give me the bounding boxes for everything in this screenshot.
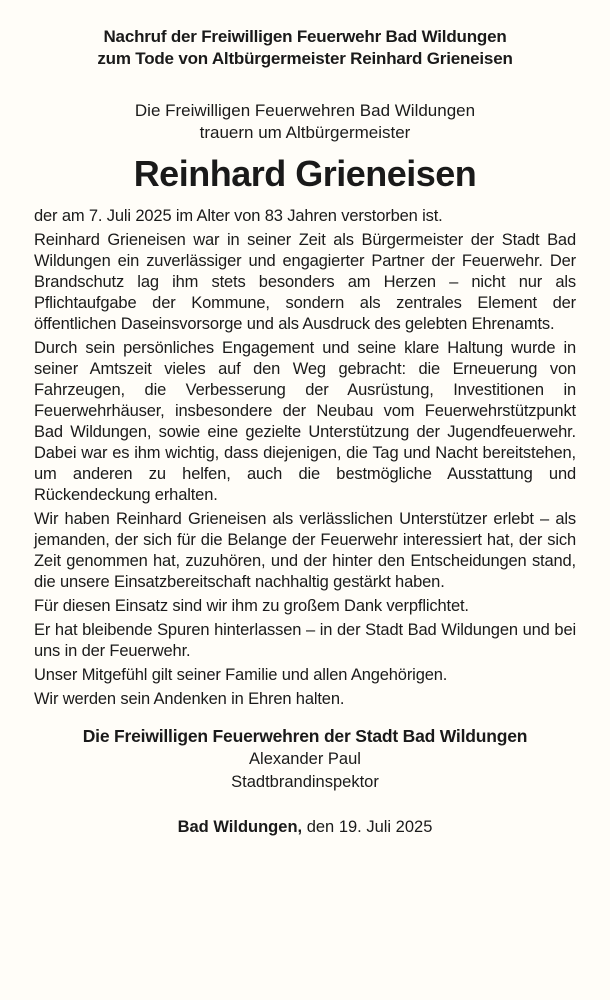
paragraph-7: Unser Mitgefühl gilt seiner Familie und allen Angehörigen.	[34, 666, 448, 684]
paragraph-8: Wir werden sein Andenken in Ehren halten.	[34, 690, 345, 708]
intro-text	[34, 100, 576, 144]
signature-organization: Die Freiwilligen Feuerwehren der Stadt Bad Wildungen	[82, 726, 528, 746]
deceased-name: Reinhard Grieneisen	[133, 153, 477, 194]
heading-line-1: Nachruf der Freiwilligen Feuerwehr Bad Wildungen	[103, 27, 507, 46]
signature-person: Alexander Paul	[249, 750, 361, 768]
obituary-notice	[34, 26, 576, 980]
paragraph-2: Reinhard Grieneisen war in seiner Zeit als Bürgermeister der Stadt Bad Wildungen ein zuverlässiger und engagierter Partner der Feuerwehr. Der Brandschutz lag ihm stets besonders am Herzen – nicht nur als Pflichtaufgabe der Kommune, sondern als zentrales Element der öffentlichen Daseinsvorsorge und als Ausdruck des gelebten Ehrenamts.	[34, 231, 576, 333]
paragraph-3: Durch sein persönliches Engagement und seine klare Haltung wurde in seiner Amtszeit vieles auf den Weg gebracht: die Erneuerung von Fahrzeugen, die Verbesserung der Ausrüstung, Investitionen in Feuerwehrhäuser, insbesondere der Neubau vom Feuerwehrstützpunkt Bad Wildungen, sowie eine gezielte Unterstützung der Jugendfeuerwehr. Dabei war es ihm wichtig, dass diejenigen, die Tag und Nacht bereitstehen, um anderen zu helfen, auch die bestmögliche Ausstattung und Rückendeckung erhalten.	[34, 339, 576, 504]
paragraph-5: Für diesen Einsatz sind wir ihm zu großem Dank verpflichtet.	[34, 597, 469, 615]
paragraph-6: Er hat bleibende Spuren hinterlassen – in der Stadt Bad Wildungen und bei uns in der Feuerwehr.	[34, 621, 576, 660]
signature-role: Stadtbrandinspektor	[231, 773, 379, 791]
intro-line-1: Die Freiwilligen Feuerwehren Bad Wildungen	[134, 101, 476, 120]
notice-heading	[34, 26, 576, 70]
dateline	[34, 816, 576, 838]
heading-line-2: zum Tode von Altbürgermeister Reinhard Grieneisen	[97, 49, 513, 68]
obituary-body	[34, 206, 576, 710]
paragraph-1: der am 7. Juli 2025 im Alter von 83 Jahren verstorben ist.	[34, 207, 443, 225]
dateline-place: Bad Wildungen,	[177, 818, 303, 836]
intro-line-2: trauern um Altbürgermeister	[199, 123, 411, 142]
signature-block	[34, 724, 576, 794]
dateline-date: den 19. Juli 2025	[306, 818, 433, 836]
paragraph-4: Wir haben Reinhard Grieneisen als verlässlichen Unterstützer erlebt – als jemanden, der sich für die Belange der Feuerwehr interessiert hat, der sich Zeit genommen hat, zuzuhören, und der hinter den Entscheidungen stand, die unsere Einsatzbereitschaft nachhaltig gestärkt haben.	[34, 510, 576, 591]
